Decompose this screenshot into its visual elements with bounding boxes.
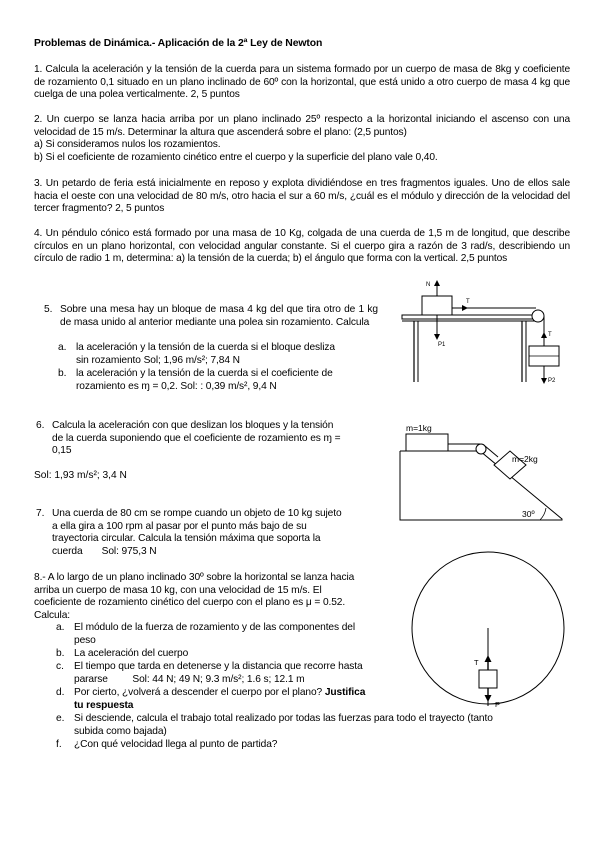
vertical-circle-diagram bbox=[410, 548, 570, 713]
problem-8-c-marker: c. bbox=[56, 661, 64, 672]
problem-5-b-line1: la aceleración y la tensión de la cuerda si el coeficiente de bbox=[76, 368, 333, 379]
problem-5-part-b bbox=[76, 368, 380, 393]
normal-arrowhead bbox=[434, 280, 440, 286]
problem-7-line3: trayectoria circular. Calcula la tensión máxima que soporta la bbox=[52, 533, 321, 545]
problem-8-e-line2: subida como bajada) bbox=[74, 725, 167, 737]
problem-8-line3: coeficiente de rozamiento cinético del cuerpo con el plano es μ = 0.52. bbox=[34, 597, 346, 609]
problem-8-part-d bbox=[74, 687, 406, 712]
block-1kg bbox=[406, 434, 448, 451]
problem-1: 1. Calcula la aceleración y la tensión de la cuerda para un sistema formado por un cuerpo de masa de 8kg y coeficiente de rozamiento 0,1 situado en un plano inclinado de 60º con la horizontal, que está unido a otro cuerpo de masa 4 kg que cuelga de una polea verticalmente. 2, 5 puntos bbox=[34, 64, 570, 101]
weight-arrowhead-circle bbox=[485, 695, 492, 702]
problem-6-solution: Sol: 1,93 m/s²; 3,4 N bbox=[34, 470, 127, 481]
problem-6-line3: 0,15 bbox=[52, 445, 72, 457]
problem-5-b-line2: rozamiento es ɱ = 0,2. Sol: : 0,39 m/s², 9,4 N bbox=[76, 380, 277, 392]
incline-two-blocks-diagram bbox=[398, 420, 578, 530]
weight-arrowhead-p1 bbox=[434, 334, 440, 340]
problem-8-b-marker: b. bbox=[56, 648, 65, 659]
problem-6-line2: de la cuerda suponiendo que el coeficiente de rozamiento es ɱ = bbox=[52, 432, 341, 444]
problem-8-d-bold2: tu respuesta bbox=[74, 699, 134, 711]
label-p2: P2 bbox=[548, 378, 556, 384]
problem-8-d-marker: d. bbox=[56, 687, 65, 698]
label-t-circle: T bbox=[474, 658, 479, 667]
problem-5-number: 5. bbox=[44, 304, 53, 315]
problem-7-line1: Una cuerda de 80 cm se rompe cuando un objeto de 10 kg sujeto bbox=[52, 508, 342, 519]
block-m1 bbox=[422, 296, 452, 315]
problem-7-line4: cuerda Sol: 975,3 N bbox=[52, 545, 157, 557]
problem-8-part-b: La aceleración del cuerpo bbox=[74, 648, 189, 659]
problem-7-number: 7. bbox=[36, 508, 45, 519]
table-pulley-diagram bbox=[396, 278, 576, 388]
problem-8-statement bbox=[34, 572, 396, 622]
table-top bbox=[402, 315, 538, 319]
problem-8-a-marker: a. bbox=[56, 622, 65, 633]
problem-8-c-line2: pararse Sol: 44 N; 49 N; 9.3 m/s²; 1.6 s; 12.1 m bbox=[74, 673, 305, 685]
problem-6-statement bbox=[52, 420, 380, 458]
problem-8-a-line2: peso bbox=[74, 634, 96, 646]
problem-8-part-a bbox=[74, 622, 398, 647]
problem-8-line4: Calcula: bbox=[34, 609, 71, 621]
label-angle: 30º bbox=[522, 509, 535, 519]
problem-8-line1: 8.- A lo largo de un plano inclinado 30º sobre la horizontal se lanza hacia bbox=[34, 572, 355, 583]
problem-5-a-line2: sin rozamiento Sol; 1,96 m/s²; 7,84 N bbox=[76, 354, 240, 366]
label-mass1: m=1kg bbox=[406, 423, 432, 433]
problem-5-part-a bbox=[76, 342, 380, 367]
problem-5-a-line1: la aceleración y la tensión de la cuerda si el bloque desliza bbox=[76, 342, 335, 353]
problem-4: 4. Un péndulo cónico está formado por una masa de 10 Kg, colgada de una cuerda de 1,5 m de longitud, que describe círculos en un plano horizontal, con velocidad angular constante. Si el cuerpo gira a razón de 3 rad/s, describiendo un círculo de radio 1 m, determina: a) la tensión de la cuerda; b) el ángulo que forma con la vertical. 2,5 puntos bbox=[34, 228, 570, 265]
problem-8-a-line1: El módulo de la fuerza de rozamiento y de las componentes del bbox=[74, 622, 356, 633]
label-t2: T bbox=[548, 332, 552, 338]
problem-8-d-plain: Por cierto, ¿volverá a descender el cuerpo por el plano? bbox=[74, 687, 325, 698]
problem-2 bbox=[34, 114, 570, 164]
pulley bbox=[532, 310, 544, 322]
problem-8-part-f: ¿Con qué velocidad llega al punto de partida? bbox=[74, 739, 278, 750]
problem-8-e-line1: Si desciende, calcula el trabajo total realizado por todas las fuerzas para todo el trayecto (tanto bbox=[74, 713, 493, 724]
string-incline bbox=[485, 446, 498, 457]
page-title: Problemas de Dinámica.- Aplicación de la 2ª Ley de Newton bbox=[34, 38, 323, 49]
problem-2-part-a: a) Si consideramos nulos los rozamientos. bbox=[34, 139, 221, 151]
problem-2-part-b: b) Si el coeficiente de rozamiento cinético entre el cuerpo y la superficie del plano vale 0,40. bbox=[34, 151, 438, 163]
problem-8-d-bold1: Justifica bbox=[324, 687, 366, 698]
problem-5-a-marker: a. bbox=[58, 342, 67, 353]
problem-3: 3. Un petardo de feria está inicialmente en reposo y explota dividiéndose en tres fragmentos iguales. Uno de ellos sale hacia el oeste con una velocidad de 80 m/s, otro hacia el sur a 60 m/s, ¿cuál es el módulo y dirección de la velocidad del tercer fragmento? 2, 5 puntos bbox=[34, 178, 570, 215]
problem-6-number: 6. bbox=[36, 420, 45, 431]
body-block bbox=[479, 670, 497, 688]
tension-arrowhead-circle bbox=[485, 655, 492, 662]
problem-8-line2: arriba un cuerpo de masa 10 kg, con una velocidad de 15 m/s. El bbox=[34, 584, 322, 596]
problem-6-line1: Calcula la aceleración con que deslizan los bloques y la tensión bbox=[52, 420, 334, 431]
weight-arrowhead-p2 bbox=[541, 378, 547, 384]
label-p-circle: P bbox=[495, 700, 501, 709]
problem-5-b-marker: b. bbox=[58, 368, 67, 379]
problem-8-f-marker: f. bbox=[56, 739, 62, 750]
label-t1: T bbox=[466, 299, 470, 305]
tension-arrowhead-2 bbox=[541, 332, 547, 338]
label-mass2: m=2kg bbox=[512, 454, 538, 464]
problem-7-line2: a ella gira a 100 rpm al pasar por el punto más bajo de su bbox=[52, 520, 307, 532]
problem-7-statement bbox=[52, 508, 380, 558]
problem-8-e-marker: e. bbox=[56, 713, 65, 724]
problem-2-statement: 2. Un cuerpo se lanza hacia arriba por un plano inclinado 25º respecto a la horizontal iniciando el ascenso con una velocidad de 15 m/s. Determinar la altura que ascenderá sobre el plano: (2,5 puntos) bbox=[34, 114, 570, 138]
problem-8-c-line1: El tiempo que tarda en detenerse y la distancia que recorre hasta bbox=[74, 661, 363, 672]
problem-5-statement: Sobre una mesa hay un bloque de masa 4 kg del que tira otro de 1 kg de masa unido al anterior mediante una polea sin rozamiento. Calcula bbox=[60, 304, 378, 328]
problem-8-part-c bbox=[74, 661, 404, 686]
pulley-incline bbox=[476, 444, 486, 454]
problem-8-part-e bbox=[74, 713, 574, 738]
problem-8-d-line1 bbox=[74, 687, 406, 700]
label-p1: P1 bbox=[438, 342, 446, 348]
tension-arrowhead bbox=[462, 305, 468, 311]
label-n: N bbox=[426, 282, 431, 288]
